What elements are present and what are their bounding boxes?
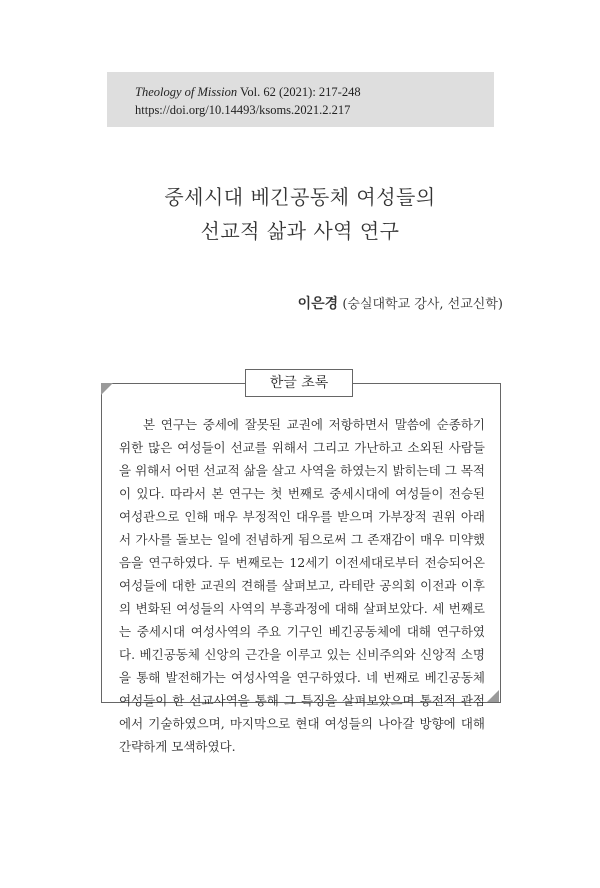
journal-citation-line bbox=[135, 83, 494, 101]
doi-link[interactable]: https://doi.org/10.14493/ksoms.2021.2.217 bbox=[135, 103, 351, 117]
paper-title-line-1: 중세시대 베긴공동체 여성들의 bbox=[164, 185, 436, 209]
author-line bbox=[298, 293, 503, 313]
author-name: 이은경 bbox=[297, 296, 339, 312]
abstract-body: 본 연구는 중세에 잘못된 교권에 저항하면서 말씀에 순종하기 위한 많은 여성들이 선교를 위해서 그리고 가난하고 소외된 사람들을 위해서 어떤 선교적 삶을 살고 사역을 하였는지 밝히는데 그 목적이 있다. 따라서 본 연구는 첫 번째로 중세시대에 여성들이 전승된 여성관으로 인해 매우 부정적인 대우를 받으며 가부장적 권위 아래서 가사를 돌보는 일에 전념하게 됨으로써 그 존재감이 매우 미약했음을 연구하였다. 두 번째로는 12세기 이전세대로부터 전승되어온 여성들에 대한 교권의 견해를 살펴보고, 라테란 공의회 이전과 이후의 변화된 여성들의 사역의 부흥과정에 대해 살펴보았다. 세 번째로는 중세시대 여성사역의 주요 기구인 베긴공동체에 대해 연구하였다. 베긴공동체 신앙의 근간을 이루고 있는 신비주의와 신앙적 소명을 통해 발전해가는 여성사역을 연구하였다. 네 번째로 베긴공동체 여성들이 한 선교사역을 통해 그 특징을 살펴보았으며 통전적 관점에서 기술하였으며, 마지막으로 현대 여성들의 나아갈 방향에 대해 간략하게 모색하였다. bbox=[119, 417, 485, 754]
journal-citation-box bbox=[107, 72, 494, 127]
corner-fold-top-left bbox=[101, 383, 113, 395]
volume-pages: Vol. 62 (2021): 217-248 bbox=[240, 85, 361, 99]
author-affiliation: (숭실대학교 강사, 선교신학) bbox=[342, 297, 503, 312]
paper-title-line-2: 선교적 삶과 사역 연구 bbox=[200, 219, 400, 243]
abstract-heading: 한글 초록 bbox=[245, 369, 353, 397]
journal-name: Theology of Mission bbox=[135, 85, 238, 99]
corner-fold-bottom-right bbox=[487, 690, 499, 702]
